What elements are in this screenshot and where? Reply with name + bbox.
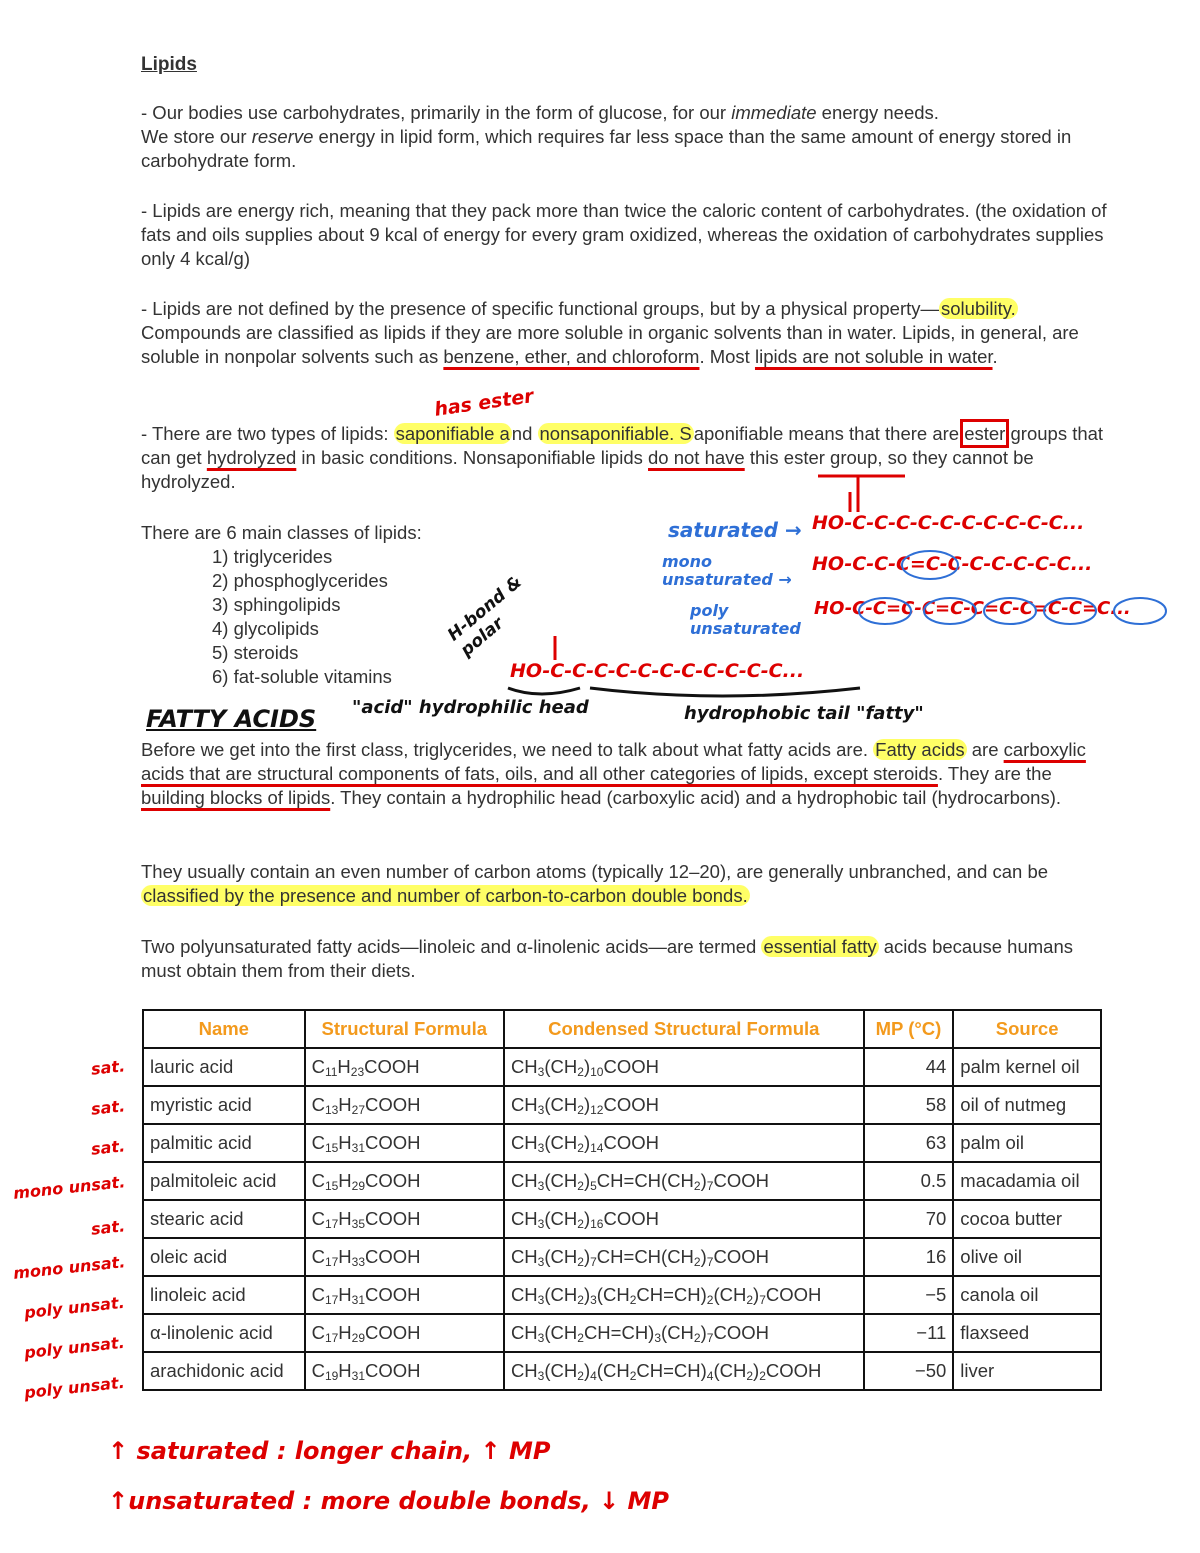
row-annotation: sat. xyxy=(90,1216,126,1239)
note-chain-poly: HO-C-C=C-C=C-C=C-C=C-C=C... xyxy=(814,598,1131,619)
list-item: 3) sphingolipids xyxy=(212,594,341,615)
cell-structural-formula: $C_{11}H_{23}COOH$ xyxy=(305,1048,504,1086)
note-summary-unsaturated: ↑unsaturated : more double bonds, ↓ MP xyxy=(108,1487,669,1515)
cell-source: macadamia oil xyxy=(953,1162,1101,1200)
cell-melting-point: −11 xyxy=(864,1314,954,1352)
note-chain-main: HO-C-C-C-C-C-C-C-C-C-C-C... xyxy=(510,660,805,682)
p7-text-a: They usually contain an even number of carbon atoms (typically 12–20), are generally unbranched, and can be xyxy=(141,861,1049,882)
table-row xyxy=(143,1276,1101,1314)
table-body xyxy=(143,1048,1101,1390)
note-poly-unsaturated: poly unsaturated xyxy=(690,601,801,638)
classes-list xyxy=(212,545,392,689)
p7-highlight-classified: classified by the presence and number of carbon-to-carbon double bonds. xyxy=(143,885,748,906)
cell-name: arachidonic acid xyxy=(143,1352,305,1390)
p4-text-a: - There are two types of lipids: xyxy=(141,423,394,444)
cell-condensed-formula: $CH_3(CH_2)_{16}COOH$ xyxy=(504,1200,864,1238)
cell-name: palmitic acid xyxy=(143,1124,305,1162)
col-header-source: Source xyxy=(953,1010,1101,1048)
p1-emphasis-reserve: reserve xyxy=(251,126,314,147)
cell-structural-formula: $C_{19}H_{31}COOH$ xyxy=(305,1352,504,1390)
row-annotation: mono unsat. xyxy=(11,1172,126,1203)
fatty-acid-table xyxy=(142,1009,1102,1391)
cell-name: α-linolenic acid xyxy=(143,1314,305,1352)
p6-text-g: . They contain a hydrophilic head (carboxylic acid) and a hydrophobic tail (hydrocarbons). xyxy=(330,787,1062,808)
cell-structural-formula: $C_{17}H_{33}COOH$ xyxy=(305,1238,504,1276)
p6-text-e: . They are the xyxy=(937,763,1052,784)
note-chain-mono: HO-C-C-C=C-C-C-C-C-C-C... xyxy=(812,553,1093,575)
p4-highlight-nonsaponifiable: nonsaponifiable. S xyxy=(539,423,692,444)
table-row xyxy=(143,1200,1101,1238)
row-annotation: sat. xyxy=(90,1056,126,1079)
p1-text-d: We store our xyxy=(141,126,252,147)
p6-highlight-fatty-acids: Fatty acids xyxy=(875,739,965,760)
col-header-structural: Structural Formula xyxy=(305,1010,504,1048)
cell-source: cocoa butter xyxy=(953,1200,1101,1238)
paragraph-6 xyxy=(141,738,1106,810)
cell-source: flaxseed xyxy=(953,1314,1101,1352)
table-header-row xyxy=(143,1010,1101,1048)
p1-text-f: energy in lipid form, which requires far less space than the same amount of energy stored in carbohydrate form. xyxy=(141,126,1072,171)
p4-underline-do-not-have: do not have xyxy=(648,447,745,468)
cell-condensed-formula: $CH_3(CH_2)_5CH=CH(CH_2)_7COOH$ xyxy=(504,1162,864,1200)
note-h-bond-polar: H-bond & polar xyxy=(444,572,526,661)
cell-name: linoleic acid xyxy=(143,1276,305,1314)
p3-underline-not-soluble: lipids are not soluble in water xyxy=(754,346,993,367)
note-saturated: saturated → xyxy=(668,518,802,542)
paragraph-8 xyxy=(141,935,1106,983)
note-acid-head: "acid" hydrophilic head xyxy=(352,697,589,718)
cell-condensed-formula: $CH_3(CH_2)_3(CH_2CH=CH)_2(CH_2)_7COOH$ xyxy=(504,1276,864,1314)
note-fatty-tail: hydrophobic tail "fatty" xyxy=(684,703,924,724)
cell-melting-point: −5 xyxy=(864,1276,954,1314)
p4-text-i: in basic conditions. Nonsaponifiable lipids xyxy=(296,447,649,468)
list-item: 4) glycolipids xyxy=(212,618,319,639)
p1-text-a: - Our bodies use carbohydrates, primarily in the form of glucose, for our xyxy=(141,102,732,123)
cell-melting-point: 44 xyxy=(864,1048,954,1086)
list-item: 6) fat-soluble vitamins xyxy=(212,666,392,687)
list-item: 5) steroids xyxy=(212,642,299,663)
table-row xyxy=(143,1162,1101,1200)
p4-text-g: groups that can get xyxy=(141,423,1104,468)
p4-boxed-ester: ester xyxy=(964,423,1006,444)
table-row xyxy=(143,1086,1101,1124)
col-header-mp: MP (°C) xyxy=(864,1010,954,1048)
p3-underline-solvents: benzene, ether, and chloroform xyxy=(443,346,700,367)
p3-text-g: . xyxy=(992,346,998,367)
paragraph-3 xyxy=(141,297,1091,369)
p6-text-a: Before we get into the first class, triglycerides, we need to talk about what fatty acids are. xyxy=(141,739,874,760)
paragraph-1 xyxy=(141,101,1106,173)
paragraph-4 xyxy=(141,422,1111,494)
p6-underline-building-blocks: building blocks of lipids xyxy=(141,787,331,808)
table-row xyxy=(143,1048,1101,1086)
cell-structural-formula: $C_{17}H_{35}COOH$ xyxy=(305,1200,504,1238)
table-row xyxy=(143,1314,1101,1352)
cell-source: palm oil xyxy=(953,1124,1101,1162)
cell-condensed-formula: $CH_3(CH_2CH=CH)_3(CH_2)_7COOH$ xyxy=(504,1314,864,1352)
note-has-ester: has ester xyxy=(432,385,535,421)
doc-title: Lipids xyxy=(141,54,197,75)
p4-text-c: nd xyxy=(511,423,538,444)
row-annotation: sat. xyxy=(90,1096,126,1119)
cell-melting-point: 70 xyxy=(864,1200,954,1238)
note-mono-unsaturated: mono unsaturated → xyxy=(662,552,792,589)
cell-melting-point: 0.5 xyxy=(864,1162,954,1200)
p4-text-e: aponifiable means that there are xyxy=(693,423,965,444)
cell-name: palmitoleic acid xyxy=(143,1162,305,1200)
cell-source: canola oil xyxy=(953,1276,1101,1314)
p3-text-e: . Most xyxy=(699,346,755,367)
row-annotation: sat. xyxy=(90,1136,126,1159)
cell-melting-point: 16 xyxy=(864,1238,954,1276)
cell-condensed-formula: $CH_3(CH_2)_{12}COOH$ xyxy=(504,1086,864,1124)
table-row xyxy=(143,1238,1101,1276)
table-row xyxy=(143,1352,1101,1390)
list-item: 1) triglycerides xyxy=(212,546,333,567)
cell-melting-point: −50 xyxy=(864,1352,954,1390)
p8-text-a: Two polyunsaturated fatty acids—linoleic and α-linolenic acids—are termed xyxy=(141,936,762,957)
hydrophobic-tail-brace xyxy=(590,688,860,696)
cell-name: myristic acid xyxy=(143,1086,305,1124)
p3-highlight-solubility: solubility. xyxy=(941,298,1016,319)
cell-structural-formula: $C_{17}H_{29}COOH$ xyxy=(305,1314,504,1352)
row-annotation: mono unsat. xyxy=(11,1252,126,1283)
cell-name: oleic acid xyxy=(143,1238,305,1276)
p4-text-k: this ester group, so they cannot be hydrolyzed. xyxy=(141,447,1034,492)
cell-source: palm kernel oil xyxy=(953,1048,1101,1086)
col-header-name: Name xyxy=(143,1010,305,1048)
cell-condensed-formula: $CH_3(CH_2)_7CH=CH(CH_2)_7COOH$ xyxy=(504,1238,864,1276)
cell-source: liver xyxy=(953,1352,1101,1390)
paragraph-7 xyxy=(141,860,1106,908)
p3-text-c: Compounds are classified as lipids if they are more soluble in organic solvents than in water. Lipids, in general, are soluble in nonpolar solvents such as xyxy=(141,322,1079,367)
p4-underline-hydrolyzed: hydrolyzed xyxy=(206,447,297,468)
cell-melting-point: 63 xyxy=(864,1124,954,1162)
col-header-condensed: Condensed Structural Formula xyxy=(504,1010,864,1048)
cell-name: lauric acid xyxy=(143,1048,305,1086)
p3-text-a: - Lipids are not defined by the presence of specific functional groups, but by a physical property— xyxy=(141,298,940,319)
cell-condensed-formula: $CH_3(CH_2)_{14}COOH$ xyxy=(504,1124,864,1162)
cell-source: oil of nutmeg xyxy=(953,1086,1101,1124)
cell-structural-formula: $C_{15}H_{31}COOH$ xyxy=(305,1124,504,1162)
row-annotation: poly unsat. xyxy=(23,1372,126,1403)
cell-name: stearic acid xyxy=(143,1200,305,1238)
note-chain-saturated: HO-C-C-C-C-C-C-C-C-C-C... xyxy=(812,512,1085,534)
cell-condensed-formula: $CH_3(CH_2)_{10}COOH$ xyxy=(504,1048,864,1086)
p6-underline-definition: carboxylic acids that are structural components of fats, oils, and all other categories of lipids, except steroids xyxy=(141,739,1086,784)
cell-structural-formula: $C_{17}H_{31}COOH$ xyxy=(305,1276,504,1314)
row-annotation: poly unsat. xyxy=(23,1292,126,1323)
note-summary-saturated: ↑ saturated : longer chain, ↑ MP xyxy=(108,1437,551,1465)
cell-structural-formula: $C_{13}H_{27}COOH$ xyxy=(305,1086,504,1124)
p4-highlight-saponifiable: saponifiable a xyxy=(395,423,510,444)
hydrophilic-head-brace xyxy=(508,688,580,694)
row-annotation: poly unsat. xyxy=(23,1332,126,1363)
cell-source: olive oil xyxy=(953,1238,1101,1276)
note-fatty-acids-heading: FATTY ACIDS xyxy=(146,705,317,733)
list-item: 2) phosphoglycerides xyxy=(212,570,388,591)
cell-structural-formula: $C_{15}H_{29}COOH$ xyxy=(305,1162,504,1200)
p8-text-c: acids because humans must obtain them from their diets. xyxy=(141,936,1073,981)
p6-text-c: are xyxy=(966,739,1004,760)
cell-condensed-formula: $CH_3(CH_2)_4(CH_2CH=CH)_4(CH_2)_2COOH$ xyxy=(504,1352,864,1390)
classes-intro: There are 6 main classes of lipids: xyxy=(141,522,422,543)
table-row xyxy=(143,1124,1101,1162)
p1-emphasis-immediate: immediate xyxy=(731,102,817,123)
p8-highlight-essential: essential fatty xyxy=(763,936,877,957)
paragraph-2: - Lipids are energy rich, meaning that they pack more than twice the caloric content of carbohydrates. (the oxidation of fats and oils supplies about 9 kcal of energy for every gram oxidized, whereas the oxidation of carbohydrates supplies only 4 kcal/g) xyxy=(141,200,1107,269)
cell-melting-point: 58 xyxy=(864,1086,954,1124)
p1-text-c: energy needs. xyxy=(816,102,939,123)
